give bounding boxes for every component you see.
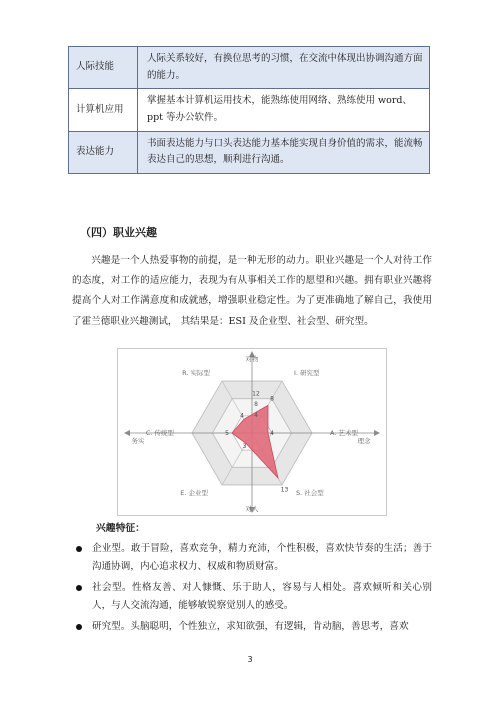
radar-category-label: I. 研究型 <box>294 369 320 378</box>
table-row <box>69 131 430 173</box>
radar-scale-label: 4 <box>254 412 258 419</box>
radar-scale-label: 12 <box>252 390 260 398</box>
radar-value-label: 8 <box>270 395 274 403</box>
axis-label-right: 理念 <box>357 437 371 445</box>
list-item <box>76 579 432 616</box>
radar-category-label: E. 企业型 <box>180 488 208 497</box>
x-axis-arrow-right <box>374 430 380 436</box>
radar-category-label: R. 实际型 <box>182 369 210 378</box>
radar-value-label: 13 <box>280 486 289 494</box>
radar-svg <box>118 349 386 515</box>
interest-paragraph: 兴趣是一个人热爱事物的前提，是一种无形的动力。职业兴趣是一个人对待工作的态度，对工作的适应能力，表现为有从事相关工作的愿望和兴趣。拥有职业兴趣将提高个人对工作满意度和成就感，增强职业稳定性。为了更准确地了解自己，我使用了霍兰德职业兴趣测试， 其结果是：ESI 及企业型、社会型、研究型。 <box>72 255 432 327</box>
bullet-icon <box>76 624 82 630</box>
table-row <box>69 47 430 89</box>
skills-table <box>68 46 430 174</box>
axis-label-bottom: 对人 <box>245 505 259 513</box>
table-row-label: 表达能力 <box>69 131 138 173</box>
radar-scale-label: 8 <box>254 401 258 409</box>
radar-value-label: 3 <box>242 442 247 450</box>
radar-value-label: 4 <box>270 430 274 437</box>
table-row-content: 书面表达能力与口头表达能力基本能实现自身价值的需求，能流畅表达自己的思想，顺利进行沟通。 <box>138 131 430 173</box>
table-row-content: 掌握基本计算机运用技术，能熟练使用网络、熟练使用 word、ppt 等办公软件。 <box>138 89 430 131</box>
list-item <box>76 618 432 636</box>
axis-label-left: 务实 <box>131 437 145 445</box>
bullet-icon <box>76 546 82 552</box>
radar-category-label: S. 社会型 <box>296 488 324 497</box>
table-row <box>69 89 430 131</box>
section-title: （四）职业兴趣 <box>80 226 157 239</box>
radar-value-label: 5 <box>225 430 229 437</box>
table-row-content: 人际关系较好，有换位思考的习惯，在交流中体现出协调沟通方面的能力。 <box>138 47 430 89</box>
radar-value-label: 4 <box>240 412 244 420</box>
table-row-label: 计算机应用 <box>69 89 138 131</box>
page-number: 3 <box>247 655 253 664</box>
axis-label-top: 对物 <box>245 355 259 363</box>
list-item-text: 社会型。性格友善、对人慷慨、乐于助人，容易与人相处。喜欢倾听和关心别人，与人交流沟通，能够敏锐察觉别人的感受。 <box>92 581 432 612</box>
holland-radar-chart <box>117 348 387 516</box>
list-item-text: 企业型。敢于冒险，喜欢竞争，精力充沛，个性积极，喜欢快节奏的生活；善于沟通协调，内心追求权力、权威和物质财富。 <box>92 543 432 573</box>
x-axis-arrow-left <box>124 430 130 436</box>
features-list <box>76 540 432 638</box>
list-item <box>76 540 432 577</box>
radar-category-label: C. 传统型 <box>145 429 174 437</box>
radar-category-label: A. 艺术型 <box>330 429 358 437</box>
table-row-label: 人际技能 <box>69 47 138 89</box>
features-title: 兴趣特征： <box>96 523 145 534</box>
list-item-text: 研究型。头脑聪明，个性独立，求知欲强，有逻辑，肯动脑，善思考，喜欢 <box>92 620 409 632</box>
bullet-icon <box>76 585 82 591</box>
